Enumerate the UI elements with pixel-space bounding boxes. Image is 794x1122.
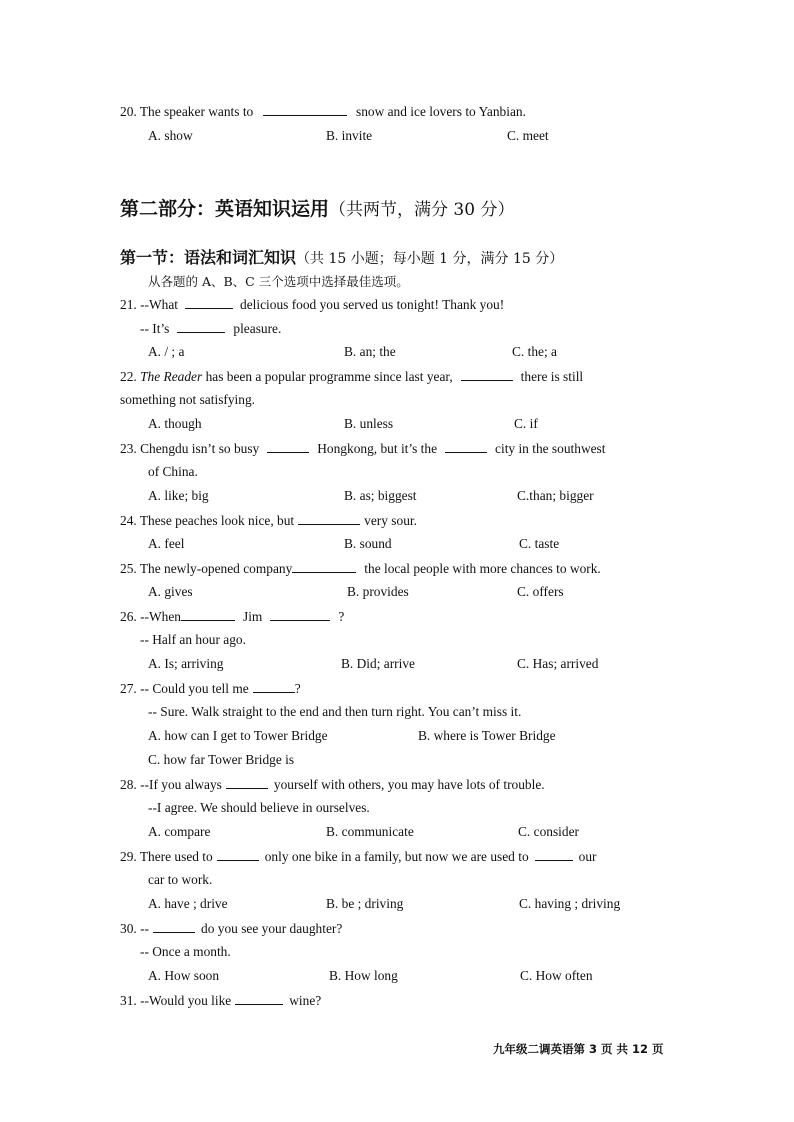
option-c: C. How often bbox=[520, 968, 593, 983]
question-30-line-2: -- Once a month. bbox=[140, 944, 231, 959]
question-20-stem: 20. The speaker wants to snow and ice lovers to Yanbian. bbox=[120, 104, 526, 119]
question-23-line-2: of China. bbox=[148, 464, 198, 479]
question-28-line-1: 28. --If you always yourself with others, you may have lots of trouble. bbox=[120, 777, 545, 792]
question-25-line-1: 25. The newly-opened company the local people with more chances to work. bbox=[120, 561, 601, 576]
option-a: A. Is; arriving bbox=[148, 656, 224, 671]
option-c: C.than; bigger bbox=[517, 488, 594, 503]
option-b: B. sound bbox=[344, 536, 392, 551]
question-29-line-2: car to work. bbox=[148, 872, 213, 887]
option-b: B. as; biggest bbox=[344, 488, 417, 503]
page-footer: 九年级二调英语第 3 页 共 12 页 bbox=[493, 1042, 664, 1056]
option-c: C. how far Tower Bridge is bbox=[148, 752, 295, 767]
question-30-line-1: 30. -- do you see your daughter? bbox=[120, 921, 343, 936]
question-29-line-1: 29. There used to only one bike in a family, but now we are used to our bbox=[120, 849, 597, 864]
option-b: B. communicate bbox=[326, 824, 414, 839]
question-23-line-1: 23. Chengdu isn’t so busy Hongkong, but it’s the city in the southwest bbox=[120, 441, 606, 456]
option-a: A. How soon bbox=[148, 968, 220, 983]
section-1-title: 第一节：语法和词汇知识（共 15 小题；每小题 1 分，满分 15 分） bbox=[120, 248, 564, 267]
option-a: A. how can I get to Tower Bridge bbox=[148, 728, 328, 743]
option-b: B. an; the bbox=[344, 344, 396, 359]
option-c: C. taste bbox=[519, 536, 560, 551]
option-b: B. invite bbox=[326, 128, 373, 143]
question-26-line-2: -- Half an hour ago. bbox=[140, 632, 246, 647]
programme-title: The Reader bbox=[140, 369, 203, 384]
question-24-line-1: 24. These peaches look nice, but very sour. bbox=[120, 513, 417, 528]
option-c: C. consider bbox=[518, 824, 579, 839]
option-b: B. be ; driving bbox=[326, 896, 404, 911]
option-b: B. provides bbox=[347, 584, 409, 599]
option-a: A. / ; a bbox=[148, 344, 185, 359]
option-a: A. like; big bbox=[148, 488, 209, 503]
option-c: C. Has; arrived bbox=[517, 656, 599, 671]
question-21-line-1: 21. --What delicious food you served us tonight! Thank you! bbox=[120, 297, 505, 312]
option-a: A. compare bbox=[148, 824, 211, 839]
option-b: B. Did; arrive bbox=[341, 656, 416, 671]
option-a: A. have ; drive bbox=[148, 896, 228, 911]
option-a: A. gives bbox=[148, 584, 193, 599]
question-26-line-1: 26. --When Jim ? bbox=[120, 609, 345, 624]
question-31-line-1: 31. --Would you like wine? bbox=[120, 993, 322, 1008]
option-c: C. having ; driving bbox=[519, 896, 621, 911]
option-c: C. if bbox=[514, 416, 538, 431]
answer-blank bbox=[263, 103, 347, 116]
option-a: A. though bbox=[148, 416, 202, 431]
question-28-line-2: --I agree. We should believe in ourselves. bbox=[148, 800, 370, 815]
question-27-line-1: 27. -- Could you tell me ? bbox=[120, 681, 301, 696]
option-c: C. meet bbox=[507, 128, 549, 143]
question-22-line-2: something not satisfying. bbox=[120, 392, 256, 407]
question-27-line-2: -- Sure. Walk straight to the end and then turn right. You can’t miss it. bbox=[148, 704, 522, 719]
part-2-title: 第二部分：英语知识运用（共两节，满分 30 分） bbox=[120, 198, 515, 220]
option-b: B. unless bbox=[344, 416, 394, 431]
option-b: B. How long bbox=[329, 968, 398, 983]
option-b: B. where is Tower Bridge bbox=[418, 728, 556, 743]
option-a: A. feel bbox=[148, 536, 185, 551]
question-21-line-2: -- It’s pleasure. bbox=[140, 321, 282, 336]
section-instruction: 从各题的 A、B、C 三个选项中选择最佳选项。 bbox=[148, 274, 409, 289]
option-a: A. show bbox=[148, 128, 193, 143]
option-c: C. the; a bbox=[512, 344, 557, 359]
option-c: C. offers bbox=[517, 584, 564, 599]
question-22-line-1: 22. The Reader has been a popular programme since last year, there is still bbox=[120, 369, 584, 384]
